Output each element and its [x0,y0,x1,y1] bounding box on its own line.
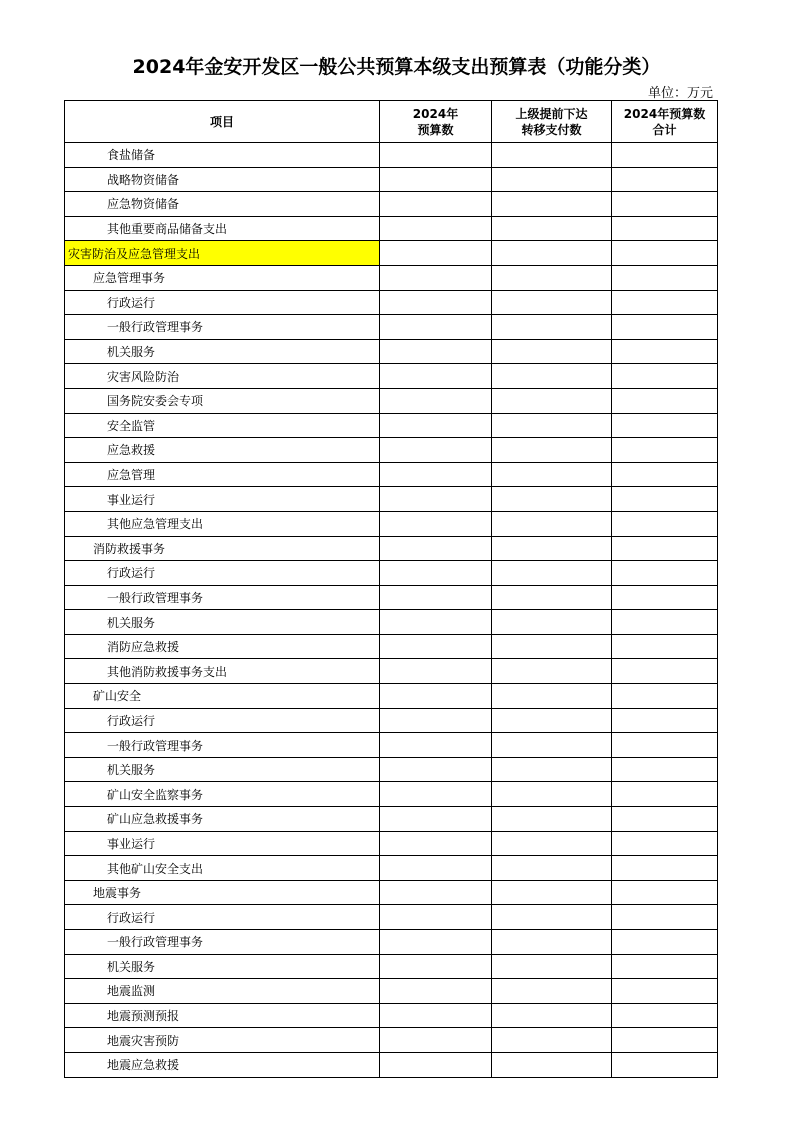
table-row [65,807,718,832]
row-total-cell [612,757,718,782]
row-transfer-cell [492,585,612,610]
row-item-name: 矿山安全 [65,684,380,709]
row-budget-2024-cell [380,1052,492,1077]
row-total-cell [612,388,718,413]
table-row [65,265,718,290]
row-item-name: 事业运行 [65,487,380,512]
row-budget-2024-cell [380,954,492,979]
row-item-name: 应急物资储备 [65,192,380,217]
row-transfer-cell [492,954,612,979]
budget-table [64,100,718,1078]
table-row [65,339,718,364]
row-item-name: 一般行政管理事务 [65,733,380,758]
table-row [65,659,718,684]
row-budget-2024-cell [380,585,492,610]
table-row [65,880,718,905]
table-row [65,634,718,659]
row-total-cell [612,782,718,807]
row-transfer-cell [492,290,612,315]
row-item-name: 应急救援 [65,438,380,463]
row-item-name: 应急管理 [65,462,380,487]
row-transfer-cell [492,979,612,1004]
table-row [65,905,718,930]
table-body [65,143,718,1078]
header-transfer-line1: 上级提前下达 [515,106,588,121]
row-budget-2024-cell [380,610,492,635]
row-total-cell [612,807,718,832]
row-budget-2024-cell [380,241,492,266]
table-row [65,413,718,438]
header-budget-2024-line1: 2024年 [412,106,459,121]
row-total-cell [612,364,718,389]
row-budget-2024-cell [380,167,492,192]
row-total-cell [612,487,718,512]
row-total-cell [612,536,718,561]
row-budget-2024-cell [380,634,492,659]
header-transfer [492,101,612,143]
row-budget-2024-cell [380,511,492,536]
table-row [65,585,718,610]
page-title: 2024年金安开发区一般公共预算本级支出预算表（功能分类） [132,56,661,78]
table-row [65,536,718,561]
row-total-cell [612,143,718,168]
row-transfer-cell [492,462,612,487]
row-total-cell [612,462,718,487]
row-transfer-cell [492,339,612,364]
header-budget-2024-line2: 预算数 [417,122,454,137]
row-total-cell [612,585,718,610]
row-budget-2024-cell [380,782,492,807]
row-transfer-cell [492,167,612,192]
row-total-cell [612,1003,718,1028]
row-item-name: 机关服务 [65,757,380,782]
row-budget-2024-cell [380,930,492,955]
row-transfer-cell [492,856,612,881]
row-total-cell [612,930,718,955]
table-row [65,487,718,512]
row-budget-2024-cell [380,462,492,487]
row-item-name: 行政运行 [65,290,380,315]
table-row [65,733,718,758]
table-row [65,1003,718,1028]
row-total-cell [612,216,718,241]
row-item-name: 应急管理事务 [65,265,380,290]
row-item-name: 行政运行 [65,905,380,930]
header-total-line1: 2024年预算数 [623,106,706,121]
row-item-name: 灾害防治及应急管理支出 [65,241,380,266]
row-transfer-cell [492,265,612,290]
row-budget-2024-cell [380,757,492,782]
table-row [65,290,718,315]
row-budget-2024-cell [380,143,492,168]
row-transfer-cell [492,511,612,536]
row-total-cell [612,167,718,192]
row-transfer-cell [492,413,612,438]
table-row [65,511,718,536]
row-transfer-cell [492,241,612,266]
row-total-cell [612,561,718,586]
row-transfer-cell [492,684,612,709]
row-total-cell [612,905,718,930]
row-transfer-cell [492,1052,612,1077]
row-budget-2024-cell [380,438,492,463]
row-budget-2024-cell [380,905,492,930]
row-budget-2024-cell [380,192,492,217]
row-total-cell [612,634,718,659]
unit-label: 单位：万元 [647,86,713,101]
row-budget-2024-cell [380,413,492,438]
table-row [65,979,718,1004]
header-total [612,101,718,143]
row-transfer-cell [492,610,612,635]
row-budget-2024-cell [380,1028,492,1053]
row-total-cell [612,192,718,217]
row-total-cell [612,684,718,709]
row-total-cell [612,265,718,290]
row-item-name: 一般行政管理事务 [65,315,380,340]
row-total-cell [612,979,718,1004]
row-item-name: 其他应急管理支出 [65,511,380,536]
row-budget-2024-cell [380,880,492,905]
row-budget-2024-cell [380,831,492,856]
row-total-cell [612,733,718,758]
row-item-name: 一般行政管理事务 [65,930,380,955]
row-total-cell [612,315,718,340]
row-budget-2024-cell [380,1003,492,1028]
table-row [65,954,718,979]
header-budget-2024 [380,101,492,143]
row-item-name: 机关服务 [65,610,380,635]
row-transfer-cell [492,634,612,659]
row-transfer-cell [492,905,612,930]
row-item-name: 战略物资储备 [65,167,380,192]
header-item-label: 项目 [209,114,234,129]
table-row [65,1052,718,1077]
row-transfer-cell [492,388,612,413]
row-transfer-cell [492,782,612,807]
row-total-cell [612,1052,718,1077]
table-header-row [65,101,718,143]
row-transfer-cell [492,1028,612,1053]
table-row [65,856,718,881]
row-item-name: 地震应急救援 [65,1052,380,1077]
row-item-name: 消防救援事务 [65,536,380,561]
row-item-name: 灾害风险防治 [65,364,380,389]
table-row [65,831,718,856]
row-budget-2024-cell [380,684,492,709]
row-item-name: 食盐储备 [65,143,380,168]
table-row [65,388,718,413]
row-total-cell [612,511,718,536]
row-total-cell [612,290,718,315]
row-total-cell [612,339,718,364]
row-total-cell [612,610,718,635]
row-budget-2024-cell [380,536,492,561]
table-row [65,1028,718,1053]
row-item-name: 消防应急救援 [65,634,380,659]
table-row [65,610,718,635]
table-row [65,757,718,782]
row-item-name: 国务院安委会专项 [65,388,380,413]
row-item-name: 地震监测 [65,979,380,1004]
row-transfer-cell [492,733,612,758]
table-row [65,315,718,340]
row-total-cell [612,241,718,266]
row-item-name: 行政运行 [65,708,380,733]
row-transfer-cell [492,757,612,782]
row-total-cell [612,413,718,438]
row-budget-2024-cell [380,364,492,389]
row-budget-2024-cell [380,979,492,1004]
row-budget-2024-cell [380,659,492,684]
table-row [65,438,718,463]
row-budget-2024-cell [380,733,492,758]
row-transfer-cell [492,1003,612,1028]
row-total-cell [612,708,718,733]
row-transfer-cell [492,930,612,955]
table-row [65,364,718,389]
row-total-cell [612,438,718,463]
row-budget-2024-cell [380,216,492,241]
table-row [65,241,718,266]
row-item-name: 矿山安全监察事务 [65,782,380,807]
table-row [65,192,718,217]
row-transfer-cell [492,561,612,586]
row-transfer-cell [492,708,612,733]
row-item-name: 机关服务 [65,954,380,979]
row-transfer-cell [492,807,612,832]
row-item-name: 事业运行 [65,831,380,856]
row-item-name: 其他矿山安全支出 [65,856,380,881]
table-row [65,684,718,709]
row-item-name: 其他消防救援事务支出 [65,659,380,684]
table-row [65,561,718,586]
row-item-name: 安全监管 [65,413,380,438]
table-row [65,216,718,241]
row-transfer-cell [492,659,612,684]
row-item-name: 地震事务 [65,880,380,905]
row-budget-2024-cell [380,315,492,340]
row-total-cell [612,856,718,881]
row-item-name: 地震灾害预防 [65,1028,380,1053]
row-total-cell [612,831,718,856]
row-transfer-cell [492,192,612,217]
row-transfer-cell [492,364,612,389]
table-row [65,782,718,807]
row-total-cell [612,659,718,684]
row-transfer-cell [492,315,612,340]
table-row [65,708,718,733]
row-item-name: 地震预测预报 [65,1003,380,1028]
row-item-name: 一般行政管理事务 [65,585,380,610]
row-budget-2024-cell [380,807,492,832]
table-row [65,462,718,487]
row-transfer-cell [492,831,612,856]
row-budget-2024-cell [380,290,492,315]
row-transfer-cell [492,216,612,241]
row-total-cell [612,954,718,979]
table-row [65,930,718,955]
row-transfer-cell [492,536,612,561]
row-item-name: 矿山应急救援事务 [65,807,380,832]
row-transfer-cell [492,438,612,463]
header-item [65,101,380,143]
row-total-cell [612,880,718,905]
row-budget-2024-cell [380,561,492,586]
row-item-name: 行政运行 [65,561,380,586]
row-budget-2024-cell [380,856,492,881]
row-transfer-cell [492,143,612,168]
row-transfer-cell [492,880,612,905]
row-item-name: 其他重要商品储备支出 [65,216,380,241]
row-budget-2024-cell [380,388,492,413]
row-budget-2024-cell [380,708,492,733]
row-budget-2024-cell [380,339,492,364]
row-budget-2024-cell [380,487,492,512]
table-row [65,143,718,168]
row-item-name: 机关服务 [65,339,380,364]
row-total-cell [612,1028,718,1053]
header-transfer-line2: 转移支付数 [521,122,582,137]
header-total-line2: 合计 [652,122,677,137]
row-transfer-cell [492,487,612,512]
table-row [65,167,718,192]
row-budget-2024-cell [380,265,492,290]
